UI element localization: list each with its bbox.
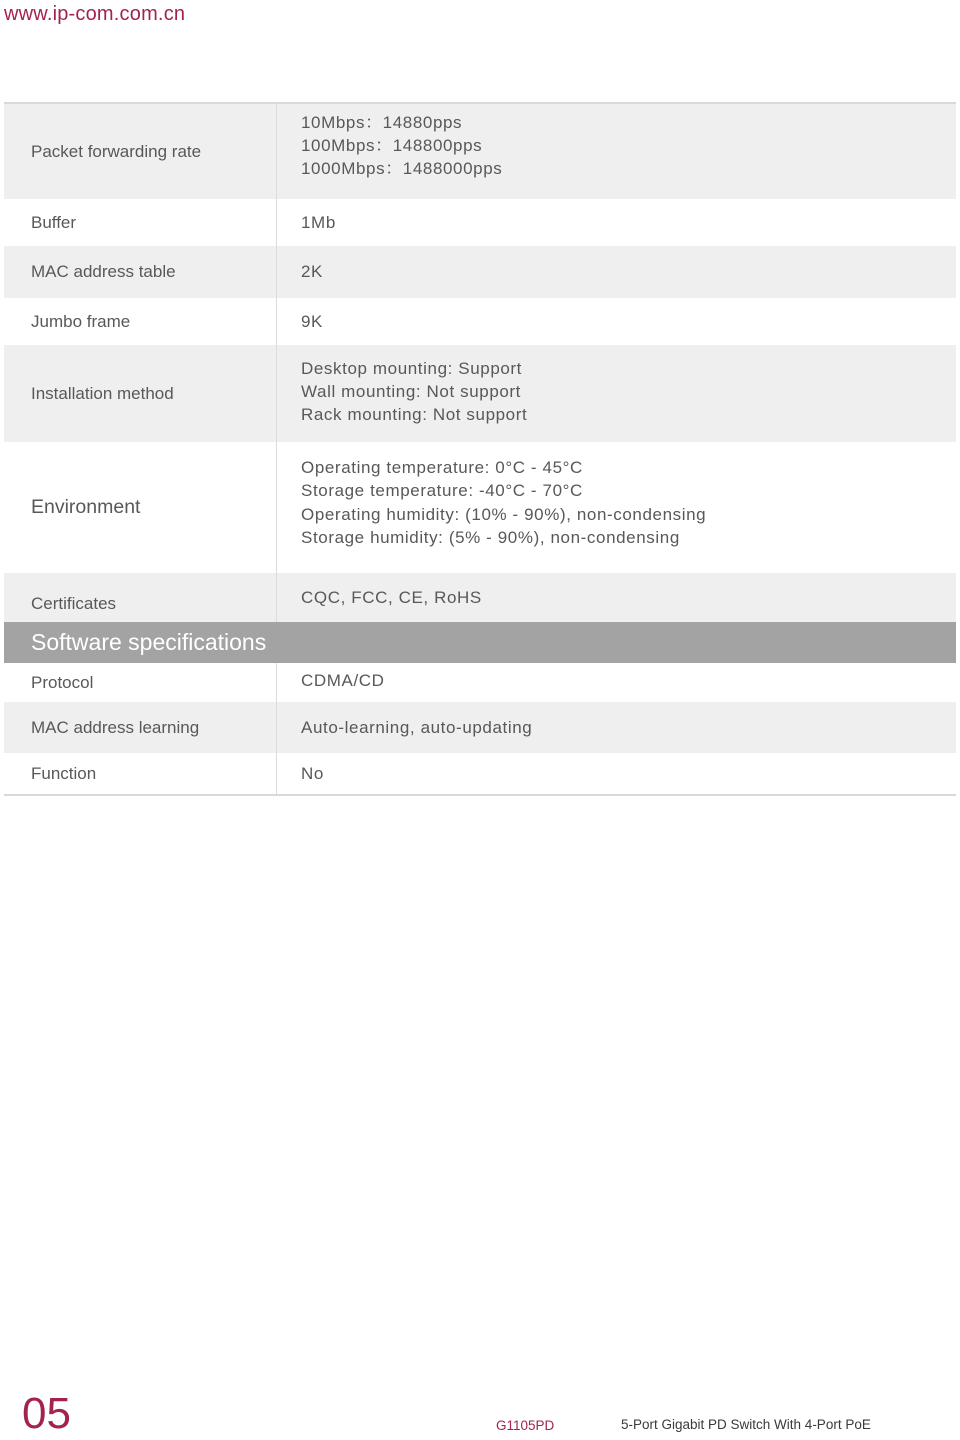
spec-value-line: Desktop mounting: Support [301, 358, 523, 378]
section-title: Software specifications [31, 629, 267, 655]
spec-row-mac-address-learning [4, 702, 956, 753]
site-url[interactable]: www.ip-com.com.cn [4, 3, 186, 25]
spec-row-installation-method [4, 345, 956, 442]
spec-value-line: CDMA/CD [301, 670, 385, 690]
spec-value-line: 1000Mbps：1488000pps [301, 159, 503, 179]
footer-product-name: 5-Port Gigabit PD Switch With 4-Port PoE [621, 1417, 871, 1432]
spec-value [277, 442, 956, 573]
spec-value-line: 10Mbps：14880pps [301, 112, 463, 132]
spec-row-packet-forwarding-rate [4, 104, 956, 199]
spec-row-environment [4, 442, 956, 573]
spec-label: Function [4, 753, 277, 794]
spec-value [277, 663, 956, 702]
spec-value-line: Rack mounting: Not support [301, 405, 528, 425]
spec-label: Environment [4, 442, 277, 573]
spec-value-line: Storage humidity: (5% - 90%), non-condensing [301, 527, 680, 547]
footer-model: G1105PD [496, 1418, 555, 1433]
spec-value-line: No [301, 763, 324, 783]
spec-row-protocol [4, 663, 956, 702]
spec-value [277, 246, 956, 298]
spec-value-line: CQC, FCC, CE, RoHS [301, 587, 482, 607]
spec-label: MAC address learning [4, 702, 277, 753]
spec-table [4, 102, 956, 796]
spec-value [277, 753, 956, 794]
spec-label: Installation method [4, 345, 277, 442]
spec-value [277, 104, 956, 199]
spec-value [277, 573, 956, 622]
spec-value-line: Wall mounting: Not support [301, 381, 522, 401]
page-number: 05 [22, 1389, 71, 1438]
spec-row-certificates [4, 573, 956, 622]
spec-value-line: Operating humidity: (10% - 90%), non-condensing [301, 504, 707, 524]
spec-label: Packet forwarding rate [4, 104, 277, 199]
spec-row-jumbo-frame [4, 298, 956, 345]
spec-value-line: 100Mbps：148800pps [301, 135, 483, 155]
spec-value-line: 2K [301, 262, 323, 282]
spec-row-buffer [4, 199, 956, 246]
spec-value-line: 1Mb [301, 212, 336, 232]
spec-value [277, 298, 956, 345]
spec-label: Jumbo frame [4, 298, 277, 345]
spec-row-mac-address-table [4, 246, 956, 298]
spec-label: Certificates [4, 573, 277, 622]
spec-value-line: 9K [301, 311, 323, 331]
section-header-software-specifications [4, 622, 956, 663]
spec-value-line: Operating temperature: 0°C - 45°C [301, 458, 583, 478]
spec-value [277, 702, 956, 753]
spec-value [277, 345, 956, 442]
spec-value-line: Storage temperature: -40°C - 70°C [301, 481, 583, 501]
spec-label: Buffer [4, 199, 277, 246]
spec-label: Protocol [4, 663, 277, 702]
spec-value-line: Auto-learning, auto-updating [301, 717, 533, 737]
spec-value [277, 199, 956, 246]
spec-row-function [4, 753, 956, 794]
spec-label: MAC address table [4, 246, 277, 298]
